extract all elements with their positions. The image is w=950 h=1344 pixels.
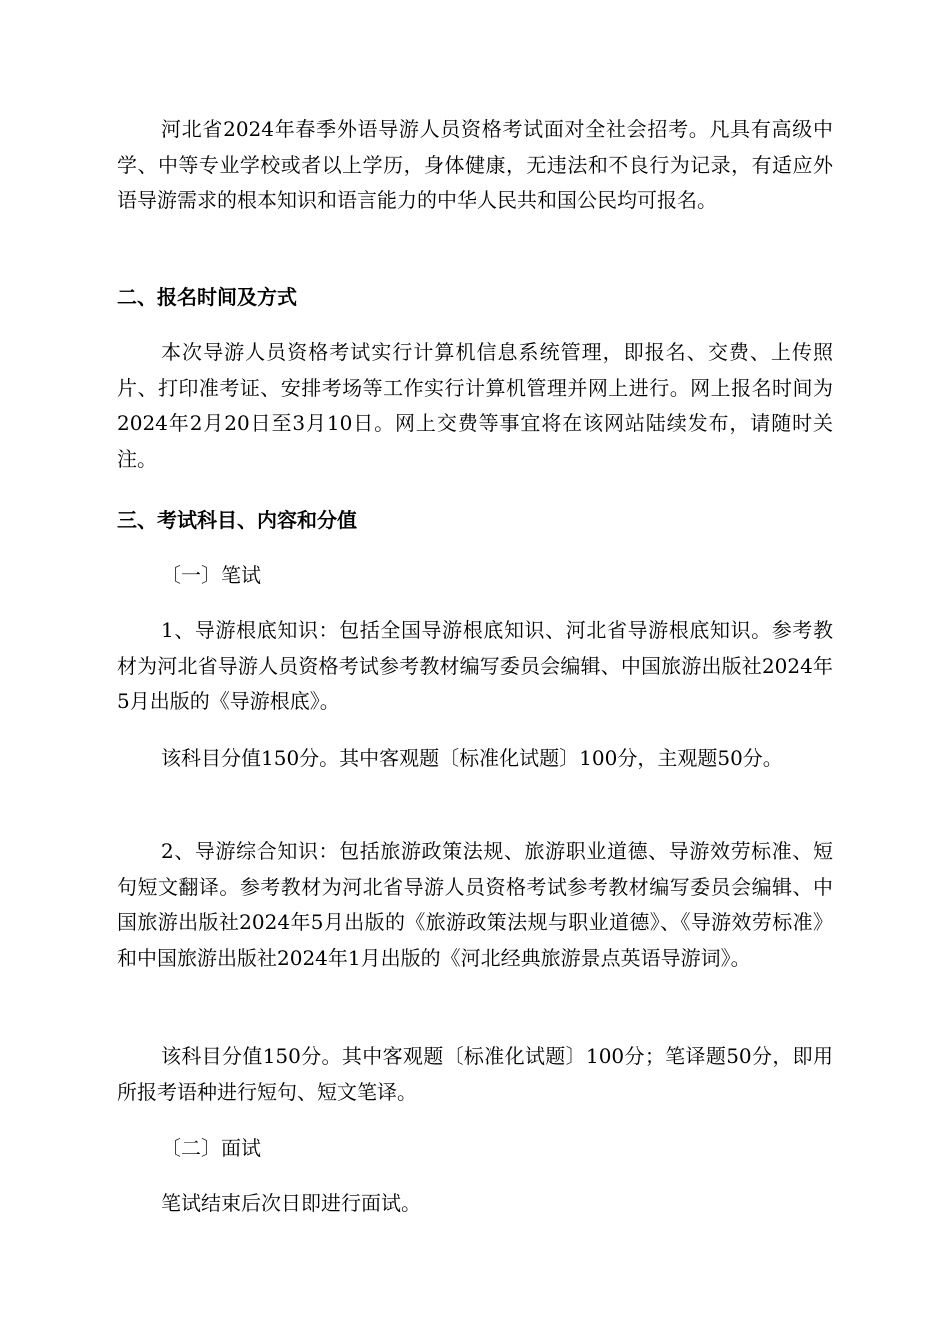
subsection-written-exam: 〔一〕笔试	[161, 563, 261, 587]
subject2-paragraph: 2、导游综合知识：包括旅游政策法规、旅游职业道德、导游效劳标准、短句短文翻译。参考教材为河北省导游人员资格考试参考教材编写委员会编辑、中国旅游出版社2024年5月出版的《旅游政策法规与职业道德》、《导游效劳标准》和中国旅游出版社2024年1月出版的《河北经典旅游景点英语导游词》。	[117, 839, 833, 970]
intro-paragraph: 河北省2024年春季外语导游人员资格考试面对全社会招考。凡具有高级中学、中等专业学校或者以上学历，身体健康，无违法和不良行为记录，有适应外语导游需求的根本知识和语言能力的中华人民共和国公民均可报名。	[117, 117, 833, 212]
subject2-score-paragraph: 该科目分值150分。其中客观题〔标准化试题〕100分；笔译题50分，即用所报考语种进行短句、短文笔译。	[117, 1044, 833, 1104]
subject1-paragraph: 1、导游根底知识：包括全国导游根底知识、河北省导游根底知识。参考教材为河北省导游人员资格考试参考教材编写委员会编辑、中国旅游出版社2024年5月出版的《导游根底》。	[117, 618, 833, 713]
interview-paragraph: 笔试结束后次日即进行面试。	[161, 1191, 421, 1215]
subject1-score-paragraph: 该科目分值150分。其中客观题〔标准化试题〕100分，主观题50分。	[161, 746, 783, 770]
section-heading-subjects: 三、考试科目、内容和分值	[117, 508, 357, 532]
subsection-interview: 〔二〕面试	[161, 1136, 261, 1160]
registration-paragraph: 本次导游人员资格考试实行计算机信息系统管理，即报名、交费、上传照片、打印准考证、安排考场等工作实行计算机管理并网上进行。网上报名时间为2024年2月20日至3月10日。网上交费等事宜将在该网站陆续发布，请随时关注。	[117, 340, 833, 471]
section-heading-registration: 二、报名时间及方式	[117, 285, 297, 309]
